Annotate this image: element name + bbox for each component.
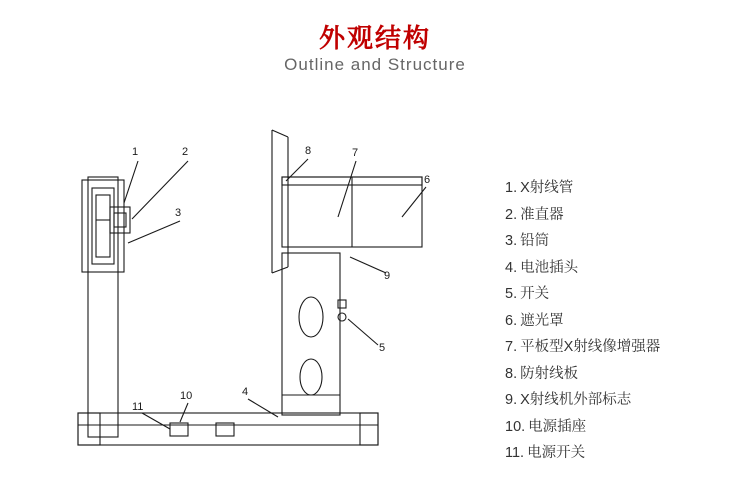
imaging-column: [282, 253, 340, 415]
legend-item-label: X射线机外部标志: [520, 392, 632, 408]
callout-9: 9: [384, 270, 391, 282]
outline-structure-diagram: [20, 95, 490, 475]
legend-item-label: 电源插座: [528, 418, 587, 435]
legend-item-label: 电池插头: [520, 259, 579, 276]
legend-item-label: 开关: [520, 286, 550, 302]
callout-6: 6: [424, 174, 431, 186]
callout-1: 1: [132, 146, 139, 158]
legend-item-label: 准直器: [520, 206, 564, 223]
window-lower: [300, 359, 322, 395]
legend-item: [505, 228, 735, 255]
leader-1: [124, 161, 138, 203]
legend-item: [505, 175, 735, 202]
legend-item: [505, 308, 735, 335]
legend-item: [505, 202, 735, 229]
legend-item-label: 防射线板: [520, 365, 579, 382]
legend-item-number: 4.: [505, 259, 518, 276]
legend-item-number: 5.: [505, 286, 518, 302]
base-right-foot: [360, 413, 378, 445]
leader-7: [338, 161, 356, 217]
legend-item-label: X射线管: [520, 180, 574, 196]
leader-3: [128, 221, 180, 243]
legend-item: [505, 440, 735, 467]
legend-item: [505, 414, 735, 441]
legend-item-number: 6.: [505, 312, 518, 329]
window-upper: [299, 297, 323, 337]
callout-2: 2: [182, 146, 189, 158]
collimator-box: [110, 207, 130, 233]
callout-8: 8: [305, 145, 312, 157]
callout-3: 3: [175, 207, 182, 219]
legend-item-label: 遮光罩: [520, 312, 564, 329]
callout-11: 11: [132, 401, 144, 413]
legend-item-number: 9.: [505, 392, 518, 408]
legend-item: [505, 387, 735, 414]
leader-5: [348, 319, 378, 345]
legend-item-label: 电源开关: [527, 445, 586, 461]
legend-item-label: 铅筒: [520, 233, 550, 249]
legend-item: [505, 361, 735, 388]
legend-item: [505, 334, 735, 361]
lead-cylinder-inner: [92, 188, 114, 264]
switch-knob: [338, 313, 346, 321]
base-plate: [78, 413, 378, 445]
leader-4: [248, 399, 278, 417]
legend-list: [505, 175, 735, 467]
leader-8: [286, 159, 308, 181]
callout-4: 4: [242, 386, 249, 398]
base-left-foot: [78, 413, 100, 445]
callout-10: 10: [180, 390, 193, 402]
page-title-en: Outline and Structure: [284, 55, 466, 74]
legend-item-number: 7.: [505, 339, 518, 355]
callout-7: 7: [352, 147, 359, 159]
callout-5: 5: [379, 342, 386, 354]
legend-item-number: 8.: [505, 365, 518, 382]
switch-button: [338, 300, 346, 308]
leader-9: [350, 257, 386, 273]
legend-item-number: 3.: [505, 233, 518, 249]
page-title-cn: 外观结构: [318, 23, 431, 53]
legend-item-number: 1.: [505, 180, 518, 196]
legend-item-number: 10.: [505, 418, 526, 435]
leader-11: [142, 413, 170, 429]
legend-item-number: 11.: [505, 445, 525, 461]
legend-item-label: 平板型X射线像增强器: [520, 339, 661, 355]
lead-cylinder-core: [96, 195, 110, 257]
legend-item: [505, 281, 735, 308]
legend-item: [505, 255, 735, 282]
diagram-svg: [20, 95, 490, 475]
legend-item-number: 2.: [505, 206, 518, 223]
